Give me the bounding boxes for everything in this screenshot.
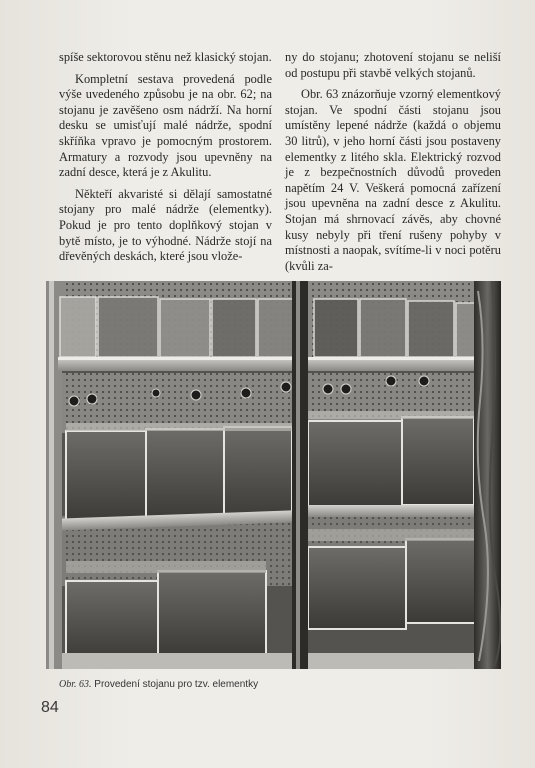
figure-caption — [59, 679, 258, 690]
paragraph: spíše sektorovou stěnu než klasický stojan. — [59, 50, 272, 64]
text-column-right — [285, 50, 501, 280]
paragraph: Někteří akvaristé si dělají samostatné stojany pro malé nádrže (elementky). Pokud je pro tento doplňkový stojan v bytě místo, je to výhodné. Nádrže stojí na dřevěných deskách, které jsou vlože- — [59, 186, 272, 264]
caption-text: Provedení stojanu pro tzv. elementky — [91, 679, 259, 690]
page-number: 84 — [41, 699, 59, 716]
aquarium-rack-photo — [46, 281, 501, 669]
paragraph: Kompletní sestava provedená podle výše uvedeného způsobu je na obr. 62; na stojanu je zavěšeno osm nádrží. Na horní desku se umisťují malé nádrže, spodní skříňka vpravo je pomocným prostorem. Armatury a rozvody jsou upevněny na zadní desce, která je z Akulitu. — [59, 71, 272, 180]
caption-label: Obr. 63. — [59, 679, 92, 690]
paragraph: Obr. 63 znázorňuje vzorný elementkový stojan. Ve spodní části stojanu jsou umístěny lepené nádrže (každá o objemu 30 litrů), v jeho horní části jsou postaveny elementky z litého skla. Elektrický rozvod je z bezpečnostních důvodů proveden napětím 24 V. Veškerá pomocná zařízení jsou upevněna na zadní desce z Akulitu. Stojan má shrnovací závěs, aby chovné kusy nebyly při tření rušeny pohyby v místnosti a naopak, svítíme-li v noci potěru (kvůli za- — [285, 87, 501, 273]
text-column-left — [59, 50, 272, 271]
paragraph: ny do stojanu; zhotovení stojanu se neliší od postupu při stavbě velkých stojanů. — [285, 50, 501, 80]
